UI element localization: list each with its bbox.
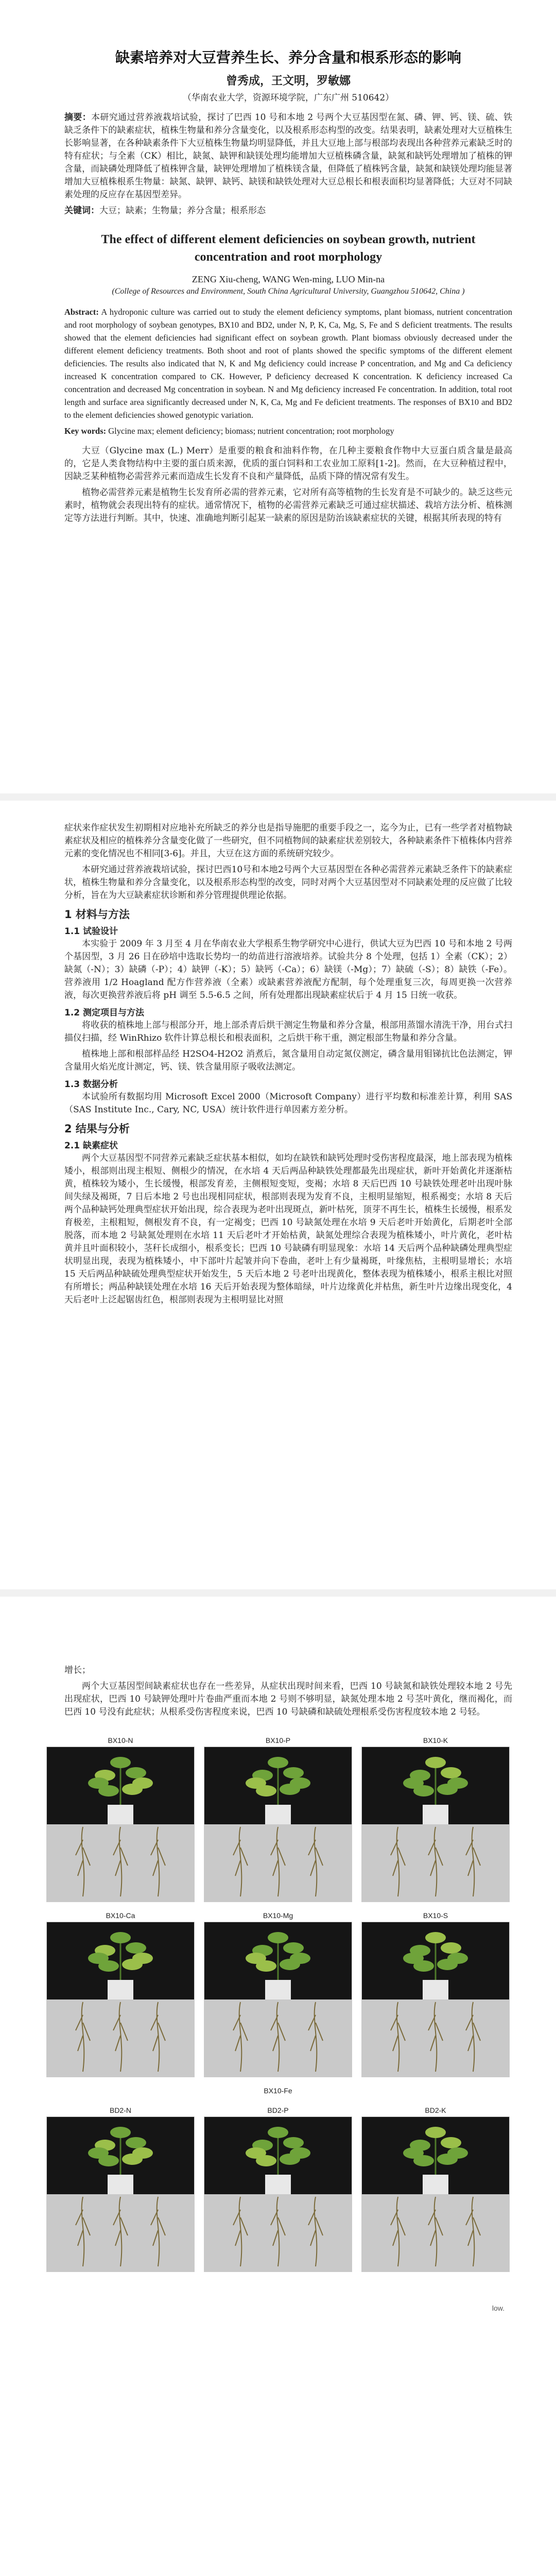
leaf xyxy=(246,1953,266,1964)
figure-label: BD2-N xyxy=(109,2106,131,2114)
authors-en: ZENG Xiu-cheng, WANG Wen-ming, LUO Min-na xyxy=(192,274,385,284)
figure-label: BX10-Fe xyxy=(264,2087,292,2095)
keywords-en xyxy=(64,425,512,437)
affiliation-cn: （华南农业大学，资源环境学院，广东广州 510642） xyxy=(182,93,394,103)
figure-label: BD2-P xyxy=(267,2106,289,2114)
plant-photo xyxy=(361,2116,510,2272)
root-strand xyxy=(233,2002,248,2072)
root-strand xyxy=(466,2197,480,2266)
figure-row-1 xyxy=(46,1736,510,1902)
plant-photo xyxy=(204,1922,352,2077)
leaf xyxy=(268,2127,288,2138)
abstract-en-text: A hydroponic culture was carried out to study the element deficiency symptoms, plant biomass, nutrient concentration and root morphology of soybean genotypes, BX10 and BD2, under N, P, K, Ca, Mg, S, Fe and S deficient treatments. The results showed that the element deficiencies had significant effect on soybean growth. Plant biomass obviously decreased under the different element deficiency treatments. Both shoot and root of plants showed the specific symptoms of the different element deficiencies. The results also indicated that N, K and Mg deficiency could increase P concentration, and Mg and Ca deficiency increased K concentration compared to CK. However, P deficiency decreased K concentration. K deficiency increased Ca concentration and decreased Mg concentration in soybean. N and Mg deficiency increased Fe concentration. In addition, total root length and surface area significantly decreased under N, K, Ca, Mg and Fe deficient treatments. The responses of BX10 and BD2 to the element deficiencies showed genotypic variation. xyxy=(64,307,512,420)
document-page-2 xyxy=(15,801,541,1589)
pot xyxy=(108,2175,133,2194)
root-strand xyxy=(391,2002,405,2072)
root-strand xyxy=(428,1827,443,1896)
leaf xyxy=(441,2137,461,2148)
figure-label: BD2-K xyxy=(425,2106,446,2114)
root-strand xyxy=(308,1827,323,1896)
root-image xyxy=(362,1824,509,1902)
plant-shoot-drawing xyxy=(362,2117,509,2194)
root-drawing xyxy=(47,1824,194,1902)
figure-label: BX10-N xyxy=(108,1736,133,1744)
shoot-image xyxy=(47,1747,194,1824)
keywords-en-label: Key words: xyxy=(64,426,107,436)
data-analysis-paragraph: 本试验所有数据均用 Microsoft Excel 2000（Microsoft Company）进行平均数和标准差计算，利用 SAS（SAS Institute Inc., Cary, NC, USA）统计软件进行单因素方差分析。 xyxy=(64,1092,512,1115)
leaf xyxy=(403,2147,424,2159)
root-image xyxy=(362,1999,509,2077)
intro-paragraph-2: 植物必需营养元素是植物生长发育所必需的营养元素，它对所有高等植物的生长发育是不可缺少的。缺乏这些元素时，植物就会表现出特有的症状。通常情况下，植物的必需营养元素缺乏可通过症状描述、栽培方法分析、植株测定等方法进行判断。其中，快速、准确地判断引起某一缺素的原因是防治该缺素症状的关键，根据其所表现的特有 xyxy=(64,487,512,523)
section-heading-2-1: 2.1 缺素症状 xyxy=(64,1141,118,1151)
plant-shoot-drawing xyxy=(362,1922,509,1999)
plant-shoot-drawing xyxy=(204,1747,352,1824)
plant-photo xyxy=(46,1922,195,2077)
root-drawing xyxy=(204,1999,352,2077)
leaf xyxy=(132,2147,153,2159)
affiliation-en: (College of Resources and Environment, South China Agricultural University, Guangzhou 510642, China ) xyxy=(112,287,465,296)
shoot-image xyxy=(204,1922,352,1999)
figure-cell xyxy=(46,1736,195,1902)
figure-cell xyxy=(204,1736,352,1902)
leaf xyxy=(425,1932,446,1943)
root-drawing xyxy=(204,2194,352,2272)
figure-cell xyxy=(361,2106,510,2272)
root-image xyxy=(204,1824,352,1902)
section-heading-1-3: 1.3 数据分析 xyxy=(64,1079,118,1090)
plant-photo xyxy=(46,2116,195,2272)
shoot-image xyxy=(362,2117,509,2194)
leaf xyxy=(268,1757,288,1768)
root-drawing xyxy=(204,1824,352,1902)
measurement-paragraph-b: 植株地上部和根部样品经 H2SO4-H2O2 消煮后，氮含量用自动定氮仪测定，磷含量用钼锑抗比色法测定，钾含量用火焰光度计测定，钙、镁、铁含量用原子吸收法测定。 xyxy=(64,1049,512,1072)
shoot-image xyxy=(47,1922,194,1999)
leaf xyxy=(425,1757,446,1768)
section-heading-1-1: 1.1 试验设计 xyxy=(64,926,118,937)
measurement-paragraph-a: 将收获的植株地上部与根部分开，地上部杀青后烘干测定生物量和养分含量，根部用蒸馏水清洗干净，用台式扫描仪扫描，经 WinRhizo 软件计算总根长和根表面积，之后烘干称干重，测定根部生物量和养分含量。 xyxy=(64,1020,512,1043)
figure-label: BX10-K xyxy=(423,1736,448,1744)
section-heading-2: 2 结果与分析 xyxy=(64,1123,130,1135)
leaf xyxy=(132,1777,153,1789)
root-image xyxy=(204,1999,352,2077)
figure-side-note: low. xyxy=(492,2304,505,2312)
root-strand xyxy=(271,2197,285,2266)
leaf xyxy=(88,2147,109,2159)
leaf xyxy=(290,1777,310,1789)
root-strand xyxy=(233,2197,248,2266)
root-drawing xyxy=(362,1999,509,2077)
abstract-cn xyxy=(64,111,512,201)
leaf xyxy=(403,1953,424,1964)
leaf xyxy=(110,2127,131,2138)
abstract-en xyxy=(64,306,512,421)
root-drawing xyxy=(47,2194,194,2272)
leaf xyxy=(447,1953,468,1964)
keywords-cn-label: 关键词： xyxy=(64,206,99,216)
pot xyxy=(265,1980,291,1999)
leaf xyxy=(88,1953,109,1964)
root-strand xyxy=(151,2197,165,2266)
root-strand xyxy=(233,1827,248,1896)
figure-row-3 xyxy=(46,2087,510,2097)
root-drawing xyxy=(362,2194,509,2272)
leaf xyxy=(283,1942,304,1954)
leaf xyxy=(132,1953,153,1964)
pot xyxy=(423,1805,448,1824)
leaf xyxy=(447,2147,468,2159)
leaf xyxy=(246,1777,266,1789)
page-separator xyxy=(0,1589,556,1597)
plant-photo xyxy=(361,1922,510,2077)
authors-cn: 曾秀成，王文明，罗敏娜 xyxy=(225,74,351,88)
root-strand xyxy=(466,2002,480,2072)
experiment-design-paragraph: 本实验于 2009 年 3 月至 4 月在华南农业大学根系生物学研究中心进行，供试大豆为巴西 10 号和本地 2 号两个基因型，3 月 26 日在砂培中选取长势均一的幼苗进行溶液培养。试验共分 8 个处理，包括 1）全素（CK）；2）缺氮（-N）；3）缺磷（-P）；4）缺钾（-K）；5）缺钙（-Ca）；6）缺镁（-Mg）；7）缺硫（-S）；8）缺铁（-Fe）。营养液用 1/2 Hoagland 配方作营养液（全素）或缺素营养液配方配制，每个处理重复三次，每周更换一次营养液，每次更换营养液后将 pH 调至 5.5-6.5 之间，所有处理都出现缺素症状后于 4 月 15 日统一收获。 xyxy=(64,939,512,1001)
root-image xyxy=(47,1824,194,1902)
root-strand xyxy=(113,2197,128,2266)
symptoms-continuation: 增长； xyxy=(64,1665,91,1675)
leaf xyxy=(246,2147,266,2159)
root-strand xyxy=(428,2197,443,2266)
shoot-image xyxy=(47,2117,194,2194)
leaf xyxy=(126,2137,146,2148)
figure-cell xyxy=(204,2106,352,2272)
plant-shoot-drawing xyxy=(47,1747,194,1824)
root-strand xyxy=(76,1827,90,1896)
intro-continuation: 症状来作症状发生初期相对应地补充所缺乏的养分也是指导施肥的重要手段之一，迄今为止，已有一些学者对植物缺素症状及相应的植株养分含量变化做了一些研究，但不同植物间的缺素症状差别较大，各种缺素条件下植株体内营养元素的变化情况也不相同[3-6]。并且，大豆在这方面的系统研究较少。 xyxy=(64,823,512,859)
root-image xyxy=(47,2194,194,2272)
root-strand xyxy=(391,2197,405,2266)
leaf xyxy=(110,1932,131,1943)
plant-photo xyxy=(46,1747,195,1902)
section-heading-1: 1 材料与方法 xyxy=(64,908,130,921)
study-aim-paragraph: 本研究通过营养液栽培试验，探讨巴西10号和本地2号两个大豆基因型在各种必需营养元素缺乏条件下的缺素症状，植株生物量和养分含量变化，以及根系形态构型的改变，同时对两个大豆基因型对不同缺素处理的反应做了比较分析，旨在为大豆缺素症状诊断和养分管理提供理论依据。 xyxy=(64,865,512,901)
leaf xyxy=(290,1953,310,1964)
shoot-image xyxy=(204,2117,352,2194)
leaf xyxy=(441,1767,461,1778)
root-strand xyxy=(428,2002,443,2072)
leaf xyxy=(403,1777,424,1789)
figure-cell xyxy=(204,1911,352,2077)
plant-shoot-drawing xyxy=(204,1922,352,1999)
plant-shoot-drawing xyxy=(47,1922,194,1999)
leaf xyxy=(126,1767,146,1778)
leaf xyxy=(110,1757,131,1768)
pot xyxy=(108,1805,133,1824)
root-image xyxy=(204,2194,352,2272)
pot xyxy=(265,2175,291,2194)
leaf xyxy=(88,1777,109,1789)
root-strand xyxy=(308,2197,323,2266)
abstract-en-label: Abstract: xyxy=(64,307,99,317)
root-strand xyxy=(113,1827,128,1896)
plant-shoot-drawing xyxy=(47,2117,194,2194)
figure-cell xyxy=(361,1911,510,2077)
intro-paragraph-1: 大豆（Glycine max (L.) Merr）是重要的粮食和油料作物，在几种主要粮食作物中大豆蛋白质含量是最高的，它是人类食物结构中主要的蛋白质来源，优质的蛋白饲料和工农业加工原料[1-2]。然而，在大豆种植过程中，因缺乏某种植物必需营养元素而造成生长发育不良和产量降低，品质下降的情况常有发生。 xyxy=(64,446,512,482)
section-heading-1-2: 1.2 测定项目与方法 xyxy=(64,1008,145,1018)
page-separator xyxy=(0,793,556,801)
plant-photo xyxy=(204,2116,352,2272)
root-image xyxy=(47,1999,194,2077)
paper-title-cn: 缺素培养对大豆营养生长、养分含量和根系形态的影响 xyxy=(115,49,461,66)
document-page-1 xyxy=(15,0,541,793)
root-strand xyxy=(308,2002,323,2072)
leaf xyxy=(425,2127,446,2138)
figure-cell xyxy=(46,1911,195,2077)
plant-shoot-drawing xyxy=(362,1747,509,1824)
pot xyxy=(108,1980,133,1999)
root-strand xyxy=(113,2002,128,2072)
shoot-image xyxy=(362,1747,509,1824)
root-strand xyxy=(271,1827,285,1896)
pot xyxy=(423,2175,448,2194)
root-drawing xyxy=(47,1999,194,2077)
keywords-en-text: Glycine max; element deficiency; biomass; nutrient concentration; root morphology xyxy=(108,426,394,436)
figure-row-4 xyxy=(46,2106,510,2272)
root-drawing xyxy=(362,1824,509,1902)
abstract-cn-label: 摘要： xyxy=(64,112,92,123)
plant-photo xyxy=(204,1747,352,1902)
leaf xyxy=(126,1942,146,1954)
figure-label: BX10-S xyxy=(423,1911,448,1920)
plant-shoot-drawing xyxy=(204,2117,352,2194)
figure-label: BX10-Mg xyxy=(263,1911,293,1920)
page-3-content xyxy=(64,1664,512,1722)
leaf xyxy=(268,1932,288,1943)
root-image xyxy=(362,2194,509,2272)
leaf xyxy=(290,2147,310,2159)
shoot-image xyxy=(204,1747,352,1824)
pot xyxy=(423,1980,448,1999)
page-2-content xyxy=(64,822,512,1310)
document-page-3 xyxy=(15,1597,541,2576)
root-strand xyxy=(466,1827,480,1896)
leaf xyxy=(283,2137,304,2148)
leaf xyxy=(283,1767,304,1778)
figure-label: BX10-P xyxy=(265,1736,291,1744)
figure-cell xyxy=(46,2106,195,2272)
root-strand xyxy=(76,2197,90,2266)
paper-title-en: The effect of different element deficiencies on soybean growth, nutrient concentration and root morphology xyxy=(101,233,476,264)
pot xyxy=(265,1805,291,1824)
keywords-cn xyxy=(64,205,512,217)
root-strand xyxy=(391,1827,405,1896)
genotype-difference-paragraph: 两个大豆基因型间缺素症状也存在一些差异，从症状出现时间来看，巴西 10 号缺氮和缺铁处理较本地 2 号先出现症状，巴西 10 号缺钾处理叶片卷曲严重而本地 2 号则不够明显，缺氮处理本地 2 号茎叶黄化，继而褐化，而巴西 10 号没有此症状；从根系受伤害程度来说，巴西 10 号缺磷和缺硫处理根系受伤害程度较本地 2 号轻。 xyxy=(64,1681,512,1717)
abstract-cn-text: 本研究通过营养液栽培试验，探讨了巴西 10 号和本地 2 号两个大豆基因型在氮、磷、钾、钙、镁、硫、铁缺乏条件下的缺素症状，植株生物量和养分含量变化，以及根系形态构型的改变。结果表明，缺素处理对大豆植株生长影响显著，在各种缺素条件下大豆植株生物量均明显降低，并且大豆地上部与根部均表现出各种营养元素缺乏时的特有症状；与全素（CK）相比，缺氮、缺钾和缺镁处理均能增加大豆植株磷含量，缺氮和缺钙处理增加了植株的钾含量，而缺磷处理降低了植株钾含量，缺钾处理增加了植株镁含量，但降低了植株钙含量，缺氮和缺镁处理均能显著增加大豆植株根系生物量：缺氮、缺钾、缺钙、缺镁和缺铁处理对大豆总根长和根表面积均显著降低；大豆对不同缺素处理的反应存在基因型差异。 xyxy=(64,112,513,200)
figure-label: BX10-Ca xyxy=(106,1911,135,1920)
figure-row-2 xyxy=(46,1911,510,2077)
leaf xyxy=(447,1777,468,1789)
keywords-cn-text: 大豆；缺素；生物量；养分含量；根系形态 xyxy=(99,206,266,216)
shoot-image xyxy=(362,1922,509,1999)
symptoms-paragraph: 两个大豆基因型不同营养元素缺乏症状基本相似，如均在缺铁和缺钙处理时受伤害程度最深，地上部表现为植株矮小，根部则出现主根短、侧根少的情况，在水培 4 天后两品种缺铁处理都最先出现症状，新叶开始黄化并逐渐枯黄，植株较为矮小，生长缓慢，根部发育差，主侧根短变短，变褐；水培 8 天后巴西 10 号缺铁处理老叶出现叶脉间失绿及褐斑，7 日后本地 2 号也出现相同症状，根部则表现为发育不良，主根明显缩短，根系褐变；水培 8 天后两个品种缺钙处理典型症状开始出现，综合表现为老叶出现斑点，新叶枯死，顶芽不再生长，植株生长缓慢，根系发育极差，主根粗短，侧根发育不良，有一定褐变；巴西 10 号缺氮处理在水培 9 天后老叶开始黄化，后期老叶全部脱落，而本地 2 号缺氮处理则在水培 11 天后老叶才开始枯黄，缺氮处理综合表现为植株矮小，叶片黄化，老叶枯黄并且叶面积较小，茎秆长成细小，根系变长；巴西 10 号缺磷有明显现象：水培 14 天后两个品种缺磷处理典型症状明显出现，表现为植株矮小，中下部叶片起皱并向下卷曲，老叶上有少量褐斑，叶缘焦枯，主根明显增长；水培 15 天后两品种缺硫处理典型症状开始发生，5 天后本地 2 号老叶出现黄化，整体表现为植株矮小，根系主根比对照有所增长；两品种缺镁处理在水培 16 天后开始表现为整体暗绿，叶片边缘黄化并枯焦，新生叶片边缘出现变化，4 天后老叶上泛起锯齿红色，根部则表现为主根明显比对照 xyxy=(64,1153,512,1305)
figure-cell xyxy=(204,2087,352,2097)
plant-photo xyxy=(361,1747,510,1902)
figure-cell xyxy=(361,1736,510,1902)
deficiency-photo-figure xyxy=(46,1736,510,2281)
root-strand xyxy=(151,2002,165,2072)
root-strand xyxy=(151,1827,165,1896)
root-strand xyxy=(271,2002,285,2072)
leaf xyxy=(441,1942,461,1954)
page-1-content xyxy=(64,46,512,528)
root-strand xyxy=(76,2002,90,2072)
